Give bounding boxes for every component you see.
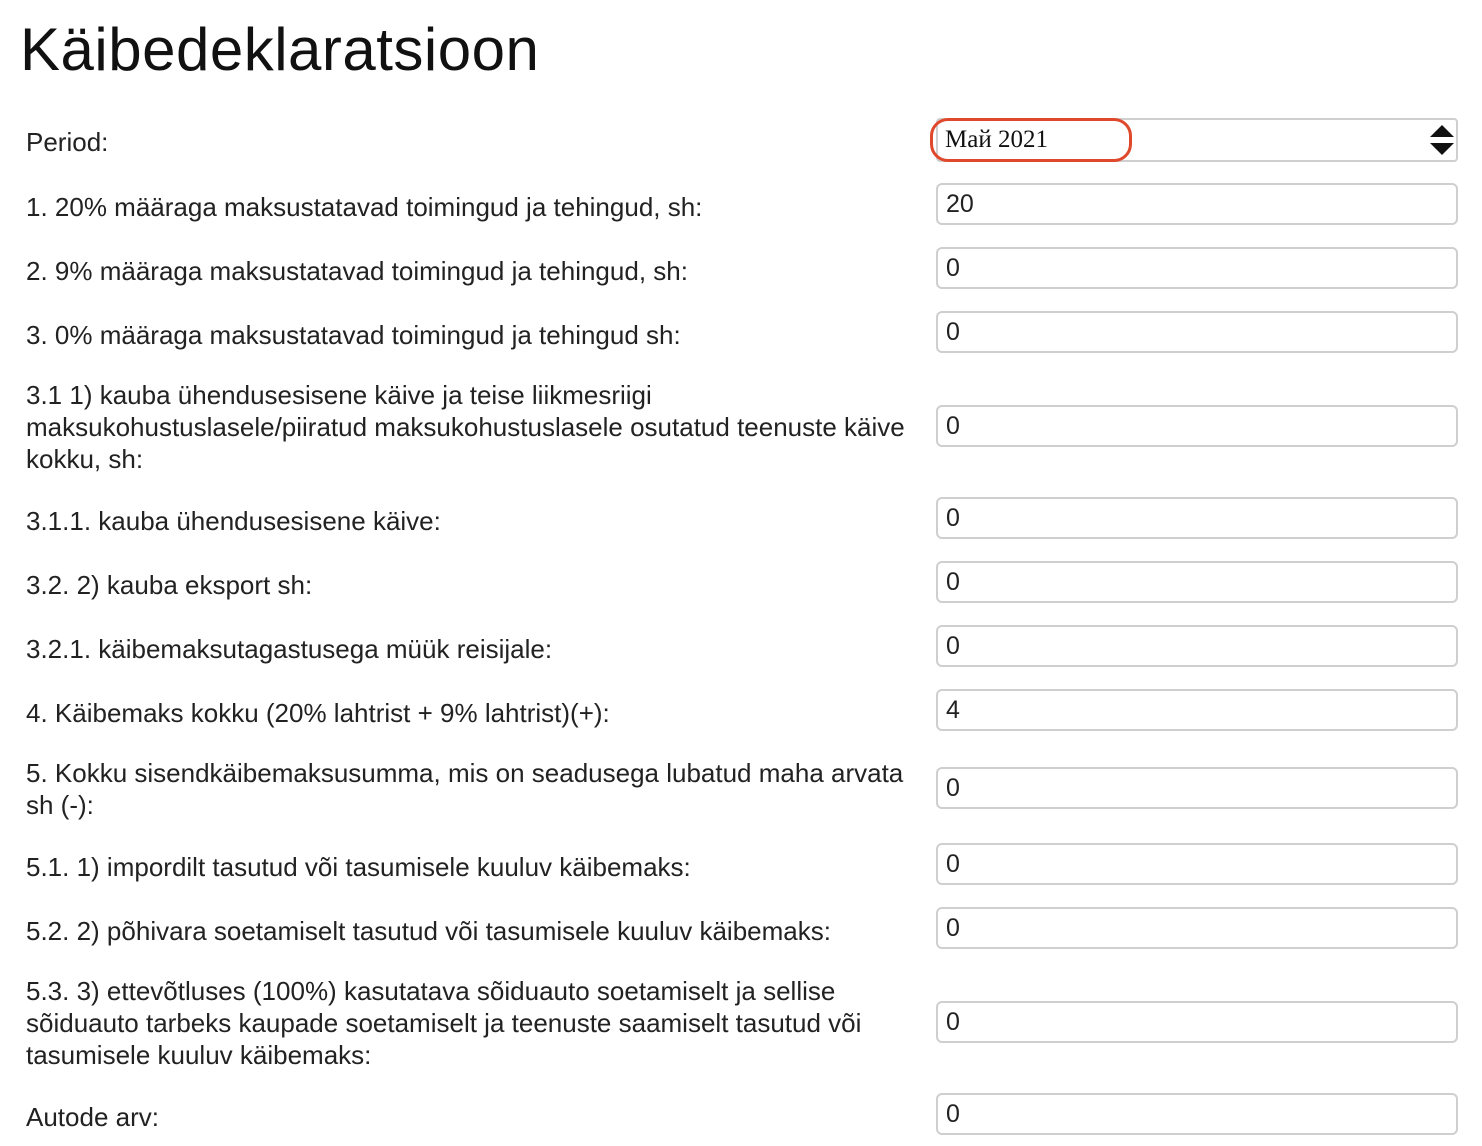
field-row-5[interactable] bbox=[936, 767, 1458, 809]
field-row-5-2[interactable] bbox=[936, 907, 1458, 949]
field-row-2[interactable] bbox=[936, 247, 1458, 289]
label-row-5-3: 5.3. 3) ettevõtluses (100%) kasutatava sõiduauto soetamiselt ja sellise sõiduauto tarbeks kaupade soetamiselt ja teenuste saamiselt tasutud või tasumisele kuuluv käibemaks: bbox=[26, 976, 862, 1070]
field-row-3-2-1[interactable] bbox=[936, 625, 1458, 667]
label-autode-arv: Autode arv: bbox=[26, 1102, 159, 1132]
period-select-value: Май 2021 bbox=[945, 126, 1048, 153]
field-row-5-3[interactable] bbox=[936, 1001, 1458, 1043]
label-row-3-2: 3.2. 2) kauba eksport sh: bbox=[26, 570, 313, 600]
field-row-1[interactable] bbox=[936, 183, 1458, 225]
label-row-5-2: 5.2. 2) põhivara soetamiselt tasutud või tasumisele kuuluv käibemaks: bbox=[26, 916, 831, 946]
label-row-1: 1. 20% määraga maksustatavad toimingud ja tehingud, sh: bbox=[26, 192, 703, 222]
period-select[interactable] bbox=[930, 118, 1460, 162]
field-row-4[interactable] bbox=[936, 689, 1458, 731]
label-row-2: 2. 9% määraga maksustatavad toimingud ja tehingud, sh: bbox=[26, 256, 688, 286]
field-row-3[interactable] bbox=[936, 311, 1458, 353]
label-row-3-2-1: 3.2.1. käibemaksutagastusega müük reisijale: bbox=[26, 634, 553, 664]
field-row-3-2[interactable] bbox=[936, 561, 1458, 603]
label-row-5: 5. Kokku sisendkäibemaksusumma, mis on seadusega lubatud maha arvata sh (-): bbox=[26, 758, 904, 820]
field-autode-arv[interactable] bbox=[936, 1093, 1458, 1135]
label-row-3: 3. 0% määraga maksustatavad toimingud ja tehingud sh: bbox=[26, 320, 681, 350]
label-row-3-1-1: 3.1.1. kauba ühendusesisene käive: bbox=[26, 506, 441, 536]
label-row-5-1: 5.1. 1) impordilt tasutud või tasumisele kuuluv käibemaks: bbox=[26, 852, 691, 882]
label-row-3-1: 3.1 1) kauba ühendusesisene käive ja teise liikmesriigi maksukohustuslasele/piiratud maksukohustuslasele osutatud teenuste käive kokku, sh: bbox=[26, 380, 905, 474]
up-down-arrows-icon bbox=[1428, 123, 1456, 157]
field-row-3-1-1[interactable] bbox=[936, 497, 1458, 539]
field-row-3-1[interactable] bbox=[936, 405, 1458, 447]
field-row-5-1[interactable] bbox=[936, 843, 1458, 885]
page-title: Käibedeklaratsioon bbox=[20, 16, 540, 83]
label-row-4: 4. Käibemaks kokku (20% lahtrist + 9% lahtrist)(+): bbox=[26, 698, 610, 728]
period-label: Period: bbox=[26, 127, 109, 157]
